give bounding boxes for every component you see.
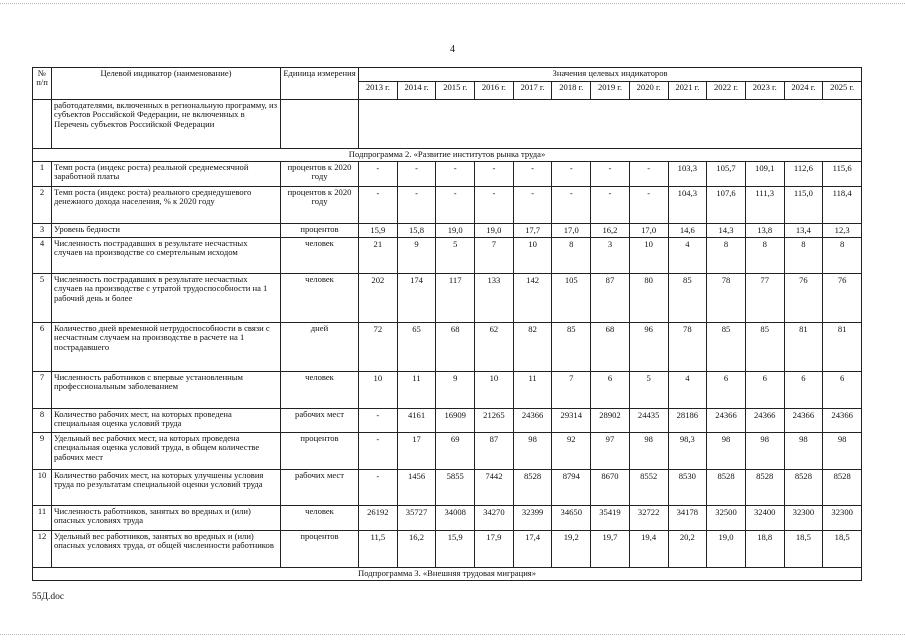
- year-header: 2020 г.: [629, 82, 668, 100]
- unit-of-measure: человек: [281, 372, 359, 409]
- value-cell: 98: [707, 433, 746, 470]
- value-cell: -: [436, 187, 475, 224]
- value-cell: 18,8: [745, 531, 784, 568]
- value-cell: -: [359, 187, 398, 224]
- subprogram-row: [33, 568, 862, 581]
- value-cell: 65: [397, 323, 436, 372]
- value-cell: 82: [513, 323, 552, 372]
- value-cell: 19,7: [591, 531, 630, 568]
- unit-of-measure: процентов к 2020 году: [281, 187, 359, 224]
- value-cell: 98: [513, 433, 552, 470]
- value-cell: 15,8: [397, 224, 436, 238]
- year-header: 2014 г.: [397, 82, 436, 100]
- value-cell: 32500: [707, 506, 746, 531]
- target-indicators-table: [32, 67, 862, 581]
- value-cell: 15,9: [359, 224, 398, 238]
- value-cell: 77: [745, 274, 784, 323]
- header-values-group: Значения целевых индикаторов: [359, 68, 862, 82]
- value-cell: 14,3: [707, 224, 746, 238]
- value-cell: 202: [359, 274, 398, 323]
- indicator-name: Численность пострадавших в результате несчастных случаев на производстве со смертельным исходом: [52, 238, 281, 274]
- unit-of-measure: рабочих мест: [281, 470, 359, 506]
- year-header: 2023 г.: [745, 82, 784, 100]
- unit-of-measure: человек: [281, 506, 359, 531]
- indicator-name: Темп роста (индекс роста) реальной среднемесячной заработной платы: [52, 162, 281, 187]
- year-header: 2016 г.: [475, 82, 514, 100]
- value-cell: 76: [784, 274, 823, 323]
- value-cell: 8: [707, 238, 746, 274]
- indicator-name: Удельный вес рабочих мест, на которых проведена специальная оценка условий труда, в общем количестве рабочих мест: [52, 433, 281, 470]
- value-cell: 10: [629, 238, 668, 274]
- value-cell: 111,3: [745, 187, 784, 224]
- value-cell: 8528: [707, 470, 746, 506]
- year-header: 2021 г.: [668, 82, 707, 100]
- year-header: 2024 г.: [784, 82, 823, 100]
- row-number: 2: [33, 187, 52, 224]
- indicator-name: Количество рабочих мест, на которых улучшены условия труда по результатам специальной оценки условий труда: [52, 470, 281, 506]
- value-cell: 18,5: [823, 531, 862, 568]
- indicator-name: Темп роста (индекс роста) реального среднедушевого денежного дохода населения, % к 2020 году: [52, 187, 281, 224]
- value-cell: -: [513, 162, 552, 187]
- value-cell: 7: [475, 238, 514, 274]
- value-cell: 115,0: [784, 187, 823, 224]
- table-row: [33, 238, 862, 274]
- value-cell: 96: [629, 323, 668, 372]
- unit-of-measure: дней: [281, 323, 359, 372]
- table-row: [33, 531, 862, 568]
- value-cell: 112,6: [784, 162, 823, 187]
- value-cell: 19,2: [552, 531, 591, 568]
- row-number: 3: [33, 224, 52, 238]
- subprogram-3-title: Подпрограмма 3. «Внешняя трудовая миграция»: [33, 568, 862, 581]
- unit-of-measure: рабочих мест: [281, 409, 359, 433]
- table-row: [33, 433, 862, 470]
- value-cell: 35727: [397, 506, 436, 531]
- value-cell: 10: [513, 238, 552, 274]
- value-cell: 24366: [513, 409, 552, 433]
- value-cell: 19,0: [436, 224, 475, 238]
- indicator-name: Численность пострадавших в результате несчастных случаев на производстве с утратой трудоспособности на 1 рабочий день и более: [52, 274, 281, 323]
- value-cell: 98: [823, 433, 862, 470]
- indicator-name: Удельный вес работников, занятых во вредных и (или) опасных условиях труда, от общей численности работников: [52, 531, 281, 568]
- value-cell: 14,6: [668, 224, 707, 238]
- value-cell: 87: [591, 274, 630, 323]
- unit-of-measure: человек: [281, 238, 359, 274]
- value-cell: 28902: [591, 409, 630, 433]
- value-cell: 17,0: [552, 224, 591, 238]
- value-cell: 28186: [668, 409, 707, 433]
- value-cell: 9: [397, 238, 436, 274]
- value-cell: 68: [591, 323, 630, 372]
- value-cell: 11: [397, 372, 436, 409]
- value-cell: 85: [707, 323, 746, 372]
- value-cell: 24366: [745, 409, 784, 433]
- value-cell: 3: [591, 238, 630, 274]
- value-cell: 98,3: [668, 433, 707, 470]
- value-cell: 78: [668, 323, 707, 372]
- value-cell: 20,2: [668, 531, 707, 568]
- table-row: [33, 224, 862, 238]
- value-cell: -: [359, 409, 398, 433]
- value-cell: 17,0: [629, 224, 668, 238]
- value-cell: 5: [629, 372, 668, 409]
- indicator-name: Количество рабочих мест, на которых проведена специальная оценка условий труда: [52, 409, 281, 433]
- value-cell: -: [513, 187, 552, 224]
- value-cell: 6: [707, 372, 746, 409]
- value-cell: 5: [436, 238, 475, 274]
- footer-filename: 55Д.doc: [32, 592, 65, 602]
- value-cell: 11,5: [359, 531, 398, 568]
- value-cell: 85: [552, 323, 591, 372]
- table-row: [33, 409, 862, 433]
- value-cell: 133: [475, 274, 514, 323]
- table-row: [33, 372, 862, 409]
- value-cell: 26192: [359, 506, 398, 531]
- value-cell: 142: [513, 274, 552, 323]
- value-cell: 18,5: [784, 531, 823, 568]
- value-cell: -: [591, 162, 630, 187]
- row-number: 5: [33, 274, 52, 323]
- value-cell: 8528: [745, 470, 784, 506]
- value-cell: 13,8: [745, 224, 784, 238]
- value-cell: 8: [552, 238, 591, 274]
- value-cell: 35419: [591, 506, 630, 531]
- value-cell: -: [552, 187, 591, 224]
- value-cell: -: [359, 433, 398, 470]
- value-cell: 34270: [475, 506, 514, 531]
- value-cell: -: [591, 187, 630, 224]
- row-number: 8: [33, 409, 52, 433]
- value-cell: 4: [668, 372, 707, 409]
- row-number: 9: [33, 433, 52, 470]
- row-number: 1: [33, 162, 52, 187]
- value-cell: 8528: [823, 470, 862, 506]
- table-row: [33, 274, 862, 323]
- value-cell: -: [629, 162, 668, 187]
- year-header: 2022 г.: [707, 82, 746, 100]
- value-cell: 1456: [397, 470, 436, 506]
- value-cell: 12,3: [823, 224, 862, 238]
- value-cell: -: [397, 162, 436, 187]
- value-cell: 103,3: [668, 162, 707, 187]
- value-cell: -: [475, 187, 514, 224]
- value-cell: 8552: [629, 470, 668, 506]
- value-cell: 19,4: [629, 531, 668, 568]
- value-cell: 8: [784, 238, 823, 274]
- value-cell: 6: [823, 372, 862, 409]
- value-cell: 81: [784, 323, 823, 372]
- value-cell: -: [629, 187, 668, 224]
- indicator-name: Уровень бедности: [52, 224, 281, 238]
- value-cell: 104,3: [668, 187, 707, 224]
- value-cell: 97: [591, 433, 630, 470]
- value-cell: 19,0: [707, 531, 746, 568]
- value-cell: 4161: [397, 409, 436, 433]
- row-number: 12: [33, 531, 52, 568]
- year-header: 2017 г.: [513, 82, 552, 100]
- value-cell: 32300: [823, 506, 862, 531]
- unit-of-measure: процентов к 2020 году: [281, 162, 359, 187]
- value-cell: 10: [359, 372, 398, 409]
- value-cell: 6: [745, 372, 784, 409]
- row-number: 11: [33, 506, 52, 531]
- value-cell: 9: [436, 372, 475, 409]
- table-row: [33, 187, 862, 224]
- page-number: 4: [450, 44, 455, 55]
- value-cell: 10: [475, 372, 514, 409]
- value-cell: 6: [784, 372, 823, 409]
- value-cell: 11: [513, 372, 552, 409]
- value-cell: 109,1: [745, 162, 784, 187]
- value-cell: 68: [436, 323, 475, 372]
- value-cell: 72: [359, 323, 398, 372]
- year-header: 2013 г.: [359, 82, 398, 100]
- value-cell: 92: [552, 433, 591, 470]
- value-cell: 13,4: [784, 224, 823, 238]
- value-cell: 15,9: [436, 531, 475, 568]
- value-cell: 98: [784, 433, 823, 470]
- table-row: [33, 506, 862, 531]
- row-number: 4: [33, 238, 52, 274]
- year-header: 2025 г.: [823, 82, 862, 100]
- value-cell: 85: [668, 274, 707, 323]
- row-number: 7: [33, 372, 52, 409]
- continuation-text: работодателями, включенных в региональную программу, из субъектов Российской Федерации, не включенных в Перечень субъектов Российской Федерации: [52, 100, 281, 149]
- value-cell: 7: [552, 372, 591, 409]
- value-cell: 6: [591, 372, 630, 409]
- header-num: № п/п: [33, 68, 52, 100]
- indicator-name: Численность работников, занятых во вредных и (или) опасных условиях труда: [52, 506, 281, 531]
- value-cell: -: [359, 470, 398, 506]
- subprogram-row: [33, 149, 862, 162]
- unit-of-measure: человек: [281, 274, 359, 323]
- value-cell: 24366: [707, 409, 746, 433]
- value-cell: 78: [707, 274, 746, 323]
- value-cell: 8528: [784, 470, 823, 506]
- value-cell: -: [475, 162, 514, 187]
- indicator-name: Количество дней временной нетрудоспособности в связи с несчастным случаем на производстве в расчете на 1 пострадавшего: [52, 323, 281, 372]
- year-header: 2018 г.: [552, 82, 591, 100]
- value-cell: 98: [745, 433, 784, 470]
- table-row: [33, 470, 862, 506]
- value-cell: 4: [668, 238, 707, 274]
- value-cell: 105: [552, 274, 591, 323]
- header-indicator: Целевой индикатор (наименование): [52, 68, 281, 100]
- value-cell: 118,4: [823, 187, 862, 224]
- value-cell: 34008: [436, 506, 475, 531]
- value-cell: 24366: [784, 409, 823, 433]
- value-cell: 19,0: [475, 224, 514, 238]
- value-cell: 105,7: [707, 162, 746, 187]
- value-cell: 29314: [552, 409, 591, 433]
- header-row: [33, 68, 862, 82]
- value-cell: 21265: [475, 409, 514, 433]
- value-cell: 8794: [552, 470, 591, 506]
- value-cell: 8: [745, 238, 784, 274]
- value-cell: 16909: [436, 409, 475, 433]
- unit-of-measure: процентов: [281, 224, 359, 238]
- value-cell: 17: [397, 433, 436, 470]
- value-cell: -: [436, 162, 475, 187]
- value-cell: 117: [436, 274, 475, 323]
- year-header: 2015 г.: [436, 82, 475, 100]
- table-row: [33, 323, 862, 372]
- table-row: [33, 162, 862, 187]
- value-cell: 107,6: [707, 187, 746, 224]
- value-cell: 32400: [745, 506, 784, 531]
- value-cell: -: [359, 162, 398, 187]
- value-cell: 7442: [475, 470, 514, 506]
- value-cell: -: [552, 162, 591, 187]
- subprogram-2-title: Подпрограмма 2. «Развитие институтов рынка труда»: [33, 149, 862, 162]
- year-header: 2019 г.: [591, 82, 630, 100]
- value-cell: 17,7: [513, 224, 552, 238]
- value-cell: 34178: [668, 506, 707, 531]
- value-cell: 24435: [629, 409, 668, 433]
- value-cell: 17,4: [513, 531, 552, 568]
- value-cell: 16,2: [591, 224, 630, 238]
- value-cell: 81: [823, 323, 862, 372]
- header-unit: Единица измерения: [281, 68, 359, 100]
- scan-artifact-top: [0, 3, 905, 5]
- value-cell: 5855: [436, 470, 475, 506]
- value-cell: 32300: [784, 506, 823, 531]
- value-cell: 85: [745, 323, 784, 372]
- value-cell: 34650: [552, 506, 591, 531]
- value-cell: 98: [629, 433, 668, 470]
- value-cell: 32399: [513, 506, 552, 531]
- value-cell: 24366: [823, 409, 862, 433]
- value-cell: 8: [823, 238, 862, 274]
- unit-of-measure: процентов: [281, 433, 359, 470]
- value-cell: -: [397, 187, 436, 224]
- scan-artifact-bottom: [0, 634, 905, 636]
- value-cell: 8530: [668, 470, 707, 506]
- value-cell: 69: [436, 433, 475, 470]
- value-cell: 32722: [629, 506, 668, 531]
- value-cell: 174: [397, 274, 436, 323]
- row-number: 10: [33, 470, 52, 506]
- value-cell: 80: [629, 274, 668, 323]
- value-cell: 17,9: [475, 531, 514, 568]
- indicator-name: Численность работников с впервые установленным профессиональным заболеванием: [52, 372, 281, 409]
- value-cell: 8528: [513, 470, 552, 506]
- row-number: 6: [33, 323, 52, 372]
- value-cell: 87: [475, 433, 514, 470]
- value-cell: 62: [475, 323, 514, 372]
- value-cell: 76: [823, 274, 862, 323]
- value-cell: 115,6: [823, 162, 862, 187]
- value-cell: 16,2: [397, 531, 436, 568]
- value-cell: 21: [359, 238, 398, 274]
- value-cell: 8670: [591, 470, 630, 506]
- continuation-row: [33, 100, 862, 149]
- unit-of-measure: процентов: [281, 531, 359, 568]
